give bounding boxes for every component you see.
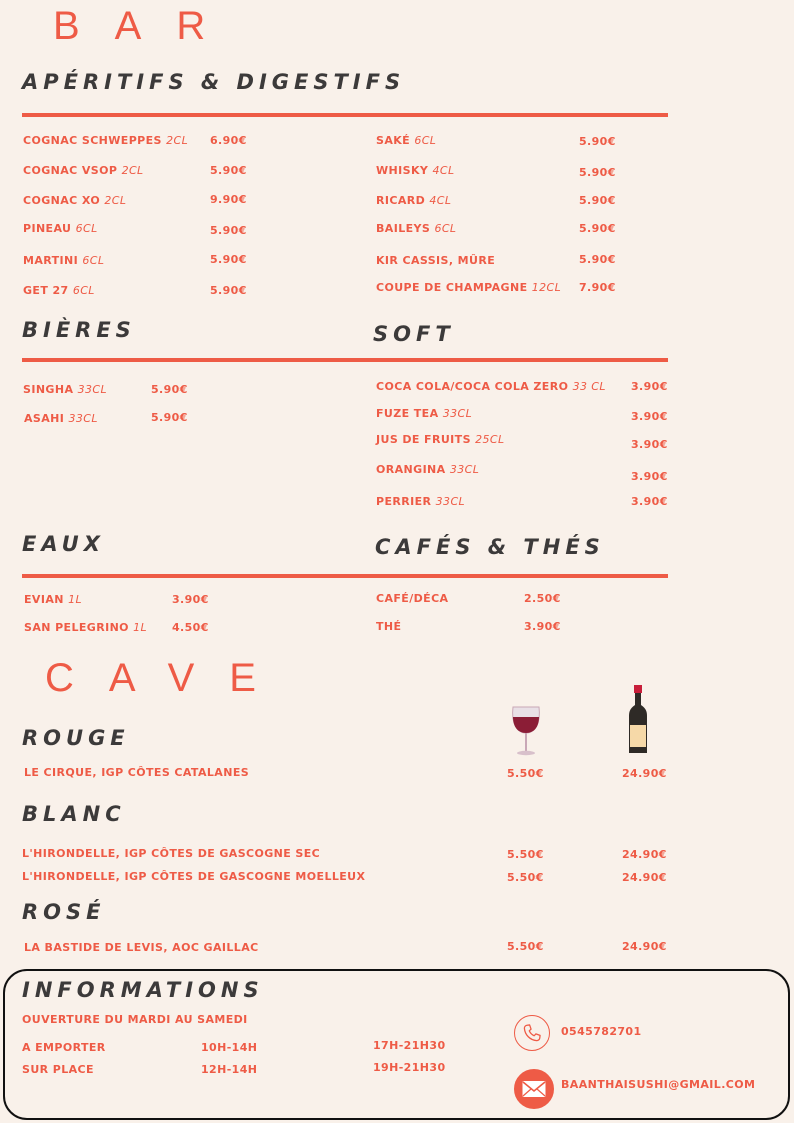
menu-item: COGNAC XO 2CL <box>23 194 127 207</box>
menu-item: GET 27 6CL <box>23 284 95 297</box>
dine-in-label: SUR PLACE <box>22 1063 94 1076</box>
menu-item: LE CIRQUE, IGP CÔTES CATALANES <box>24 766 250 779</box>
cave-title: CAVE <box>45 656 291 700</box>
menu-item: SINGHA 33CL <box>23 383 108 396</box>
price: 4.50€ <box>172 621 209 634</box>
price: 2.50€ <box>524 592 561 605</box>
price: 7.90€ <box>579 281 616 294</box>
menu-item: COGNAC SCHWEPPES 2CL <box>23 134 189 147</box>
dine-in-lunch: 12H-14H <box>201 1063 258 1076</box>
takeaway-label: A EMPORTER <box>22 1041 106 1054</box>
rose-title: ROSÉ <box>22 900 106 924</box>
glass-price: 5.50€ <box>507 940 544 953</box>
menu-item: JUS DE FRUITS 25CL <box>376 433 505 446</box>
mail-icon <box>514 1069 554 1109</box>
rouge-title: ROUGE <box>22 726 130 750</box>
menu-item: PINEAU 6CL <box>23 222 98 235</box>
price: 5.90€ <box>210 224 247 237</box>
aperitifs-rule <box>22 113 668 117</box>
bieres-rule <box>22 358 668 362</box>
bottle-price: 24.90€ <box>622 848 667 861</box>
bottle-price: 24.90€ <box>622 767 667 780</box>
email-address[interactable]: BAANTHAISUSHI@GMAIL.COM <box>561 1078 756 1091</box>
info-title: INFORMATIONS <box>22 978 264 1002</box>
bottle-price: 24.90€ <box>622 940 667 953</box>
menu-item: ASAHI 33CL <box>24 412 98 425</box>
glass-price: 5.50€ <box>507 848 544 861</box>
takeaway-dinner: 17H-21H30 <box>373 1039 446 1052</box>
price: 3.90€ <box>631 410 668 423</box>
opening-days: OUVERTURE DU MARDI AU SAMEDI <box>22 1013 248 1026</box>
price: 5.90€ <box>579 135 616 148</box>
price: 6.90€ <box>210 134 247 147</box>
glass-price: 5.50€ <box>507 767 544 780</box>
price: 5.90€ <box>579 166 616 179</box>
aperitifs-title: APÉRITIFS & DIGESTIFS <box>22 70 406 94</box>
bottle-price: 24.90€ <box>622 871 667 884</box>
wine-bottle-icon <box>627 685 649 755</box>
price: 3.90€ <box>631 438 668 451</box>
price: 5.90€ <box>579 194 616 207</box>
price: 3.90€ <box>631 380 668 393</box>
menu-item: BAILEYS 6CL <box>376 222 457 235</box>
price: 3.90€ <box>524 620 561 633</box>
menu-item: PERRIER 33CL <box>376 495 466 508</box>
menu-item: KIR CASSIS, MÛRE <box>376 254 496 267</box>
price: 5.90€ <box>579 222 616 235</box>
bieres-title: BIÈRES <box>22 318 136 342</box>
soft-title: SOFT <box>373 322 455 346</box>
menu-item: EVIAN 1L <box>24 593 83 606</box>
price: 5.90€ <box>210 284 247 297</box>
menu-item: L'HIRONDELLE, IGP CÔTES DE GASCOGNE SEC <box>22 847 321 860</box>
menu-item: LA BASTIDE DE LEVIS, AOC GAILLAC <box>24 941 259 954</box>
menu-item: COCA COLA/COCA COLA ZERO 33 CL <box>376 380 606 393</box>
price: 5.90€ <box>210 164 247 177</box>
price: 9.90€ <box>210 193 247 206</box>
menu-item: THÉ <box>376 620 402 633</box>
eaux-title: EAUX <box>22 532 105 556</box>
price: 5.90€ <box>579 253 616 266</box>
price: 3.90€ <box>631 470 668 483</box>
menu-item: SAN PELEGRINO 1L <box>24 621 148 634</box>
glass-price: 5.50€ <box>507 871 544 884</box>
cafes-title: CAFÉS & THÉS <box>375 535 605 559</box>
price: 5.90€ <box>151 411 188 424</box>
menu-item: COGNAC VSOP 2CL <box>23 164 144 177</box>
price: 3.90€ <box>172 593 209 606</box>
wine-glass-icon <box>510 705 542 757</box>
menu-item: FUZE TEA 33CL <box>376 407 473 420</box>
menu-item: WHISKY 4CL <box>376 164 455 177</box>
bar-title: BAR <box>53 4 241 48</box>
menu-item: RICARD 4CL <box>376 194 452 207</box>
menu-item: COUPE DE CHAMPAGNE 12CL <box>376 281 562 294</box>
price: 3.90€ <box>631 495 668 508</box>
phone-icon <box>514 1015 550 1051</box>
menu-item: SAKÉ 6CL <box>376 134 437 147</box>
price: 5.90€ <box>151 383 188 396</box>
price: 5.90€ <box>210 253 247 266</box>
dine-in-dinner: 19H-21H30 <box>373 1061 446 1074</box>
menu-item: L'HIRONDELLE, IGP CÔTES DE GASCOGNE MOELLEUX <box>22 870 366 883</box>
blanc-title: BLANC <box>22 802 126 826</box>
menu-item: CAFÉ/DÉCA <box>376 592 449 605</box>
phone-number[interactable]: 0545782701 <box>561 1025 642 1038</box>
takeaway-lunch: 10H-14H <box>201 1041 258 1054</box>
menu-item: MARTINI 6CL <box>23 254 105 267</box>
menu-item: ORANGINA 33CL <box>376 463 480 476</box>
eaux-rule <box>22 574 668 578</box>
